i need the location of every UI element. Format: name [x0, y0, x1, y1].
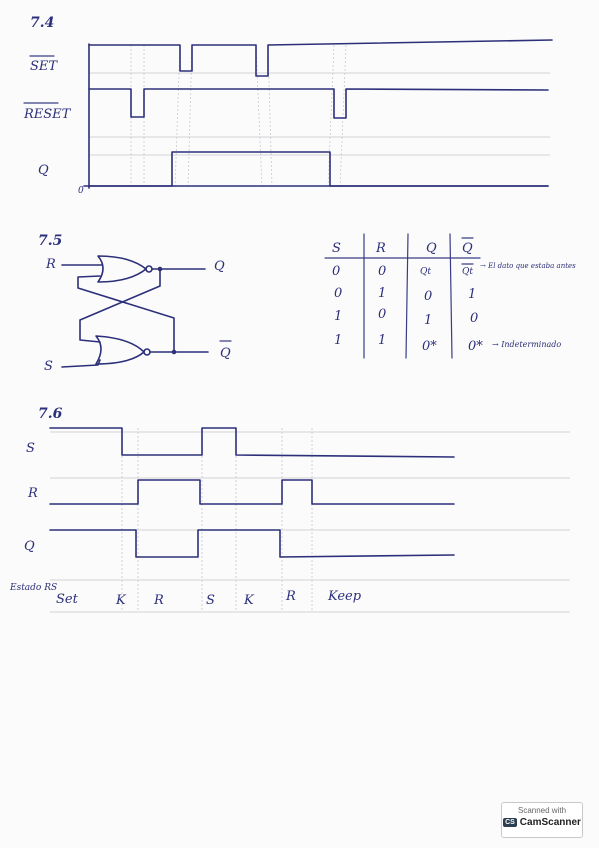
watermark-brand: CamScanner [519, 817, 581, 828]
input-r-label: R [46, 257, 56, 272]
section-title-7-6: 7.6 [38, 406, 63, 422]
nor-gate-top [98, 256, 152, 282]
state-k-2: K [244, 593, 254, 608]
row4-qbar: 0* [468, 339, 483, 354]
set-waveform [89, 40, 552, 76]
q-label-7-6: Q [24, 539, 35, 554]
row3-qbar: 0 [470, 311, 479, 326]
row3-q: 1 [424, 313, 433, 328]
input-s-label: S [44, 359, 53, 374]
row2-qbar: 1 [468, 287, 477, 302]
row2-s: 0 [334, 286, 343, 301]
reset-waveform [89, 89, 548, 118]
camscanner-watermark [501, 802, 583, 838]
section-title-7-4: 7.4 [30, 15, 55, 31]
q-label-7-4: Q [38, 163, 49, 178]
q-waveform-7-4 [89, 152, 548, 186]
s-label-7-6: S [26, 441, 35, 456]
wire-s-in [62, 360, 100, 367]
row2-r: 1 [378, 286, 387, 301]
state-r-2: R [286, 589, 296, 604]
q-waveform-7-6 [50, 530, 454, 557]
state-s: S [206, 593, 215, 608]
table-header-r: R [376, 241, 386, 256]
camscanner-logo-icon: CS [505, 819, 515, 826]
row1-r: 0 [378, 264, 387, 279]
row3-s: 1 [334, 309, 343, 324]
row4-s: 1 [334, 333, 343, 348]
origin-label: 0 [78, 186, 84, 196]
table-header-s: S [332, 241, 341, 256]
output-q-label: Q [214, 259, 225, 274]
row1-q: Qt [420, 267, 431, 277]
row4-r: 1 [378, 333, 387, 348]
section-title-7-5: 7.5 [38, 233, 63, 249]
row4-q: 0* [422, 339, 437, 354]
reset-label: RESET [24, 107, 71, 122]
state-r-1: R [154, 593, 164, 608]
row1-qbar: Qt [462, 267, 473, 277]
state-label: Estado RS [10, 583, 58, 593]
truth-table [325, 234, 576, 358]
watermark-caption: Scanned with [517, 806, 567, 815]
note-previous: → El dato que estaba antes [480, 262, 576, 270]
state-set: Set [56, 592, 78, 607]
state-keep: Keep [328, 589, 362, 604]
row2-q: 0 [424, 289, 433, 304]
set-label: SET [30, 59, 58, 74]
row3-r: 0 [378, 307, 387, 322]
r-waveform [50, 480, 454, 504]
output-qbar-label: Q [220, 346, 231, 361]
nor-gate-bottom [96, 336, 150, 364]
r-label-7-6: R [28, 486, 38, 501]
table-header-qbar: Q [462, 241, 473, 256]
table-header-q: Q [426, 241, 437, 256]
state-k-1: K [116, 593, 126, 608]
note-indeterminate: → Indeterminado [492, 340, 562, 349]
row1-s: 0 [332, 264, 341, 279]
